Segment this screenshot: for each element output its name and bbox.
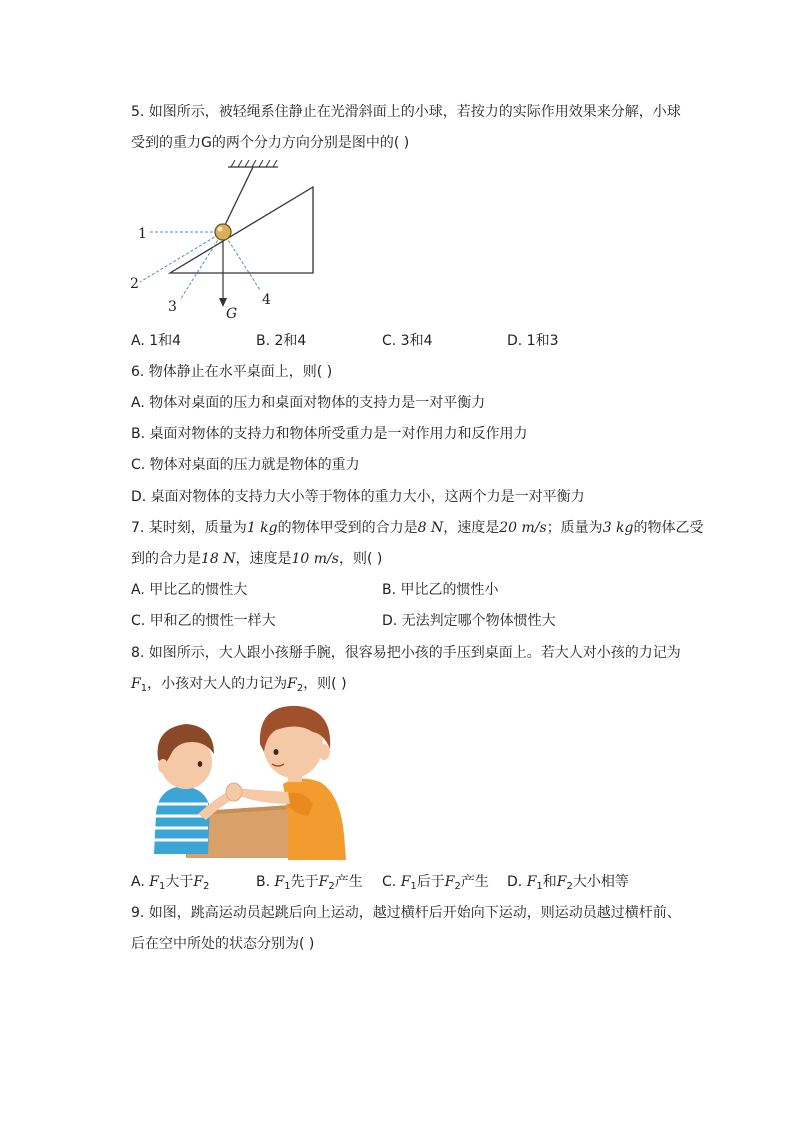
q5-option-d: D. 1和3 [507, 333, 559, 349]
q8-f2: F [318, 874, 329, 890]
q7-force-yi: 18 N [201, 551, 236, 567]
q6-stem: 6. 物体静止在水平桌面上，则( ) [131, 364, 333, 380]
label-4: 4 [262, 292, 271, 308]
q7-velocity-jia: 20 m/s [499, 520, 547, 536]
q8-f2-sub: 2 [454, 881, 461, 892]
q7-text: 的物体甲受到的合力是 [277, 520, 418, 536]
q8-f2-sub: 2 [566, 881, 573, 892]
q5-option-c: C. 3和4 [382, 333, 433, 349]
q5-option-b: B. 2和4 [256, 333, 307, 349]
q5-stem-line2: 受到的重力G的两个分力方向分别是图中的( ) [131, 135, 410, 151]
q8-text: 先于 [290, 874, 319, 890]
q8-text: 产生 [334, 874, 363, 890]
q6-option-b: B. 桌面对物体的支持力和物体所受重力是一对作用力和反作用力 [131, 426, 528, 442]
q8-text: 产生 [460, 874, 489, 890]
label-2: 2 [130, 276, 139, 292]
q7-force-jia: 8 N [417, 520, 444, 536]
q8-f2-sub: 2 [296, 683, 304, 694]
q7-text: 的物体乙受 [633, 520, 704, 536]
arm-wrestling-illustration [148, 704, 348, 860]
q7-velocity-yi: 10 m/s [291, 551, 339, 567]
q8-text: 大小相等 [572, 874, 629, 890]
q8-f1-sub: 1 [140, 683, 148, 694]
q8-f1: F [400, 874, 411, 890]
label-3: 3 [168, 299, 177, 315]
q8-option-d [507, 872, 629, 897]
q7-mass-jia: 1 kg [246, 520, 278, 536]
q8-text: D. [507, 874, 527, 890]
label-1: 1 [138, 226, 147, 242]
incline-diagram [128, 160, 328, 325]
q5-stem-line1: 5. 如图所示，被轻绳系住静止在光滑斜面上的小球，若按力的实际作用效果来分解，小球 [131, 104, 681, 120]
q6-option-a: A. 物体对桌面的压力和桌面对物体的支持力是一对平衡力 [131, 395, 486, 411]
q7-stem-line1 [131, 518, 704, 538]
q8-text: 后于 [416, 874, 445, 890]
q7-text: 到的合力是 [131, 551, 201, 567]
q7-stem-line2 [131, 549, 382, 569]
q9-stem-line1: 9. 如图，跳高运动员起跳后向上运动，越过横杆后开始向下运动，则运动员越过横杆前、 [131, 905, 681, 921]
q8-text: ，小孩对大人的力记为 [147, 676, 288, 692]
q8-text: ，则( ) [303, 676, 347, 692]
q8-text: B. [256, 874, 275, 890]
q7-text: 7. 某时刻，质量为 [131, 520, 247, 536]
q8-f2: F [444, 874, 455, 890]
q8-f1-sub: 1 [536, 881, 543, 892]
q5-option-a: A. 1和4 [131, 333, 182, 349]
q8-text: A. [131, 874, 150, 890]
q6-option-c: C. 物体对桌面的压力就是物体的重力 [131, 457, 360, 473]
q7-option-d: D. 无法判定哪个物体惯性大 [382, 613, 556, 629]
q8-f1: F [131, 676, 141, 692]
q8-f2: F [287, 676, 297, 692]
q8-text: 和 [542, 874, 557, 890]
q7-mass-yi: 3 kg [602, 520, 634, 536]
q8-text: 大于 [165, 874, 194, 890]
q8-option-b [256, 872, 363, 897]
q7-text: ，则( ) [338, 551, 383, 567]
q8-f2-sub: 2 [328, 881, 335, 892]
label-g: G [226, 306, 238, 322]
q8-f1: F [149, 874, 159, 890]
q7-text: ，速度是 [443, 520, 500, 536]
q8-f1-sub: 1 [284, 881, 291, 892]
q8-f2: F [556, 874, 567, 890]
q7-option-b: B. 甲比乙的惯性小 [382, 582, 499, 598]
q6-option-d: D. 桌面对物体的支持力大小等于物体的重力大小，这两个力是一对平衡力 [131, 489, 585, 505]
q7-option-a: A. 甲比乙的惯性大 [131, 582, 248, 598]
q8-f2: F [193, 874, 204, 890]
q8-f1: F [526, 874, 537, 890]
q7-text: ，速度是 [235, 551, 292, 567]
q7-option-c: C. 甲和乙的惯性一样大 [131, 613, 276, 629]
q8-f1-sub: 1 [158, 881, 166, 892]
q8-f1-sub: 1 [410, 881, 417, 892]
q8-f2-sub: 2 [203, 881, 210, 892]
q8-stem-line1: 8. 如图所示，大人跟小孩掰手腕，很容易把小孩的手压到桌面上。若大人对小孩的力记为 [131, 645, 681, 661]
q7-text: ；质量为 [546, 520, 603, 536]
q8-option-a [131, 872, 209, 897]
q8-option-c [382, 872, 489, 897]
q9-stem-line2: 后在空中所处的状态分别为( ) [131, 936, 315, 952]
q8-text: C. [382, 874, 401, 890]
q8-stem-line2 [131, 674, 347, 699]
q8-f1: F [274, 874, 285, 890]
